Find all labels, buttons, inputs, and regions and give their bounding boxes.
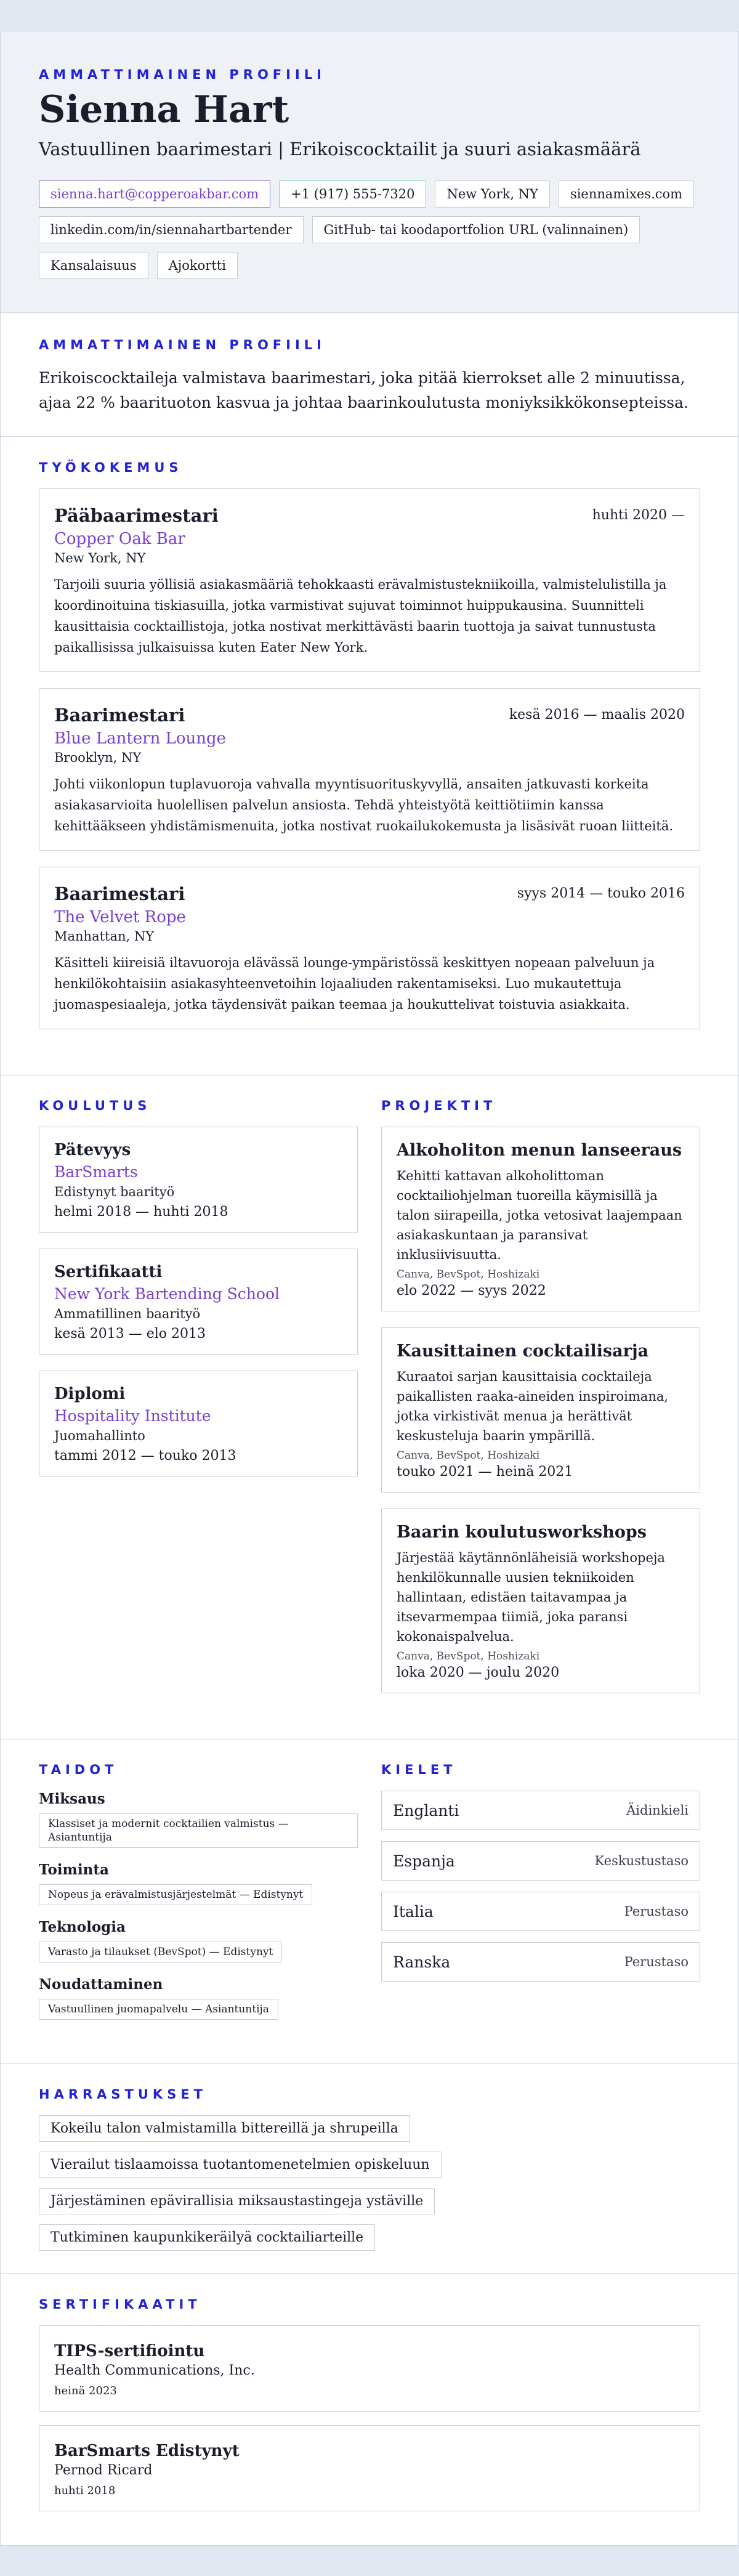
certificate-entry: [39, 2425, 700, 2511]
interest-item: Vierailut tislaamoissa tuotantomenetelmien opiskeluun: [39, 2152, 442, 2178]
languages-column: [381, 1762, 700, 2038]
job-location: New York, NY: [54, 551, 146, 565]
contact-location: New York, NY: [435, 180, 550, 208]
skill-chip: Nopeus ja erävalmistusjärjestelmät — Edistynyt: [39, 1884, 312, 1905]
skill-chip: Vastuullinen juomapalvelu — Asiantuntija: [39, 1999, 278, 2020]
skill-group-name: Toiminta: [39, 1861, 109, 1878]
project-title: Baarin koulutusworkshops: [397, 1523, 647, 1542]
project-entry: [381, 1327, 700, 1493]
job-description: Käsitteli kiireisiä iltavuoroja elävässä lounge-ympäristössä keskittyen nopeaan palveluun ja henkilökohtaisiin asiakasyhteenvetoihin lojaaliuden rakentamiseksi. Luo mukautettuja juomaspesiaaleja, jotka täydensivät paikan teemaa ja houkuttelivat toistuvia asiakkaita.: [54, 955, 655, 1012]
job-company: The Velvet Rope: [54, 908, 186, 926]
project-description: Kehitti kattavan alkoholittoman cocktailiohjelman tuoreilla käymisillä ja talon siirapeilla, jotka vetosivat laajempaan asiakaskuntaan ja paransivat inklusiivisuutta.: [397, 1169, 682, 1262]
skill-chip: Klassiset ja modernit cocktailien valmistus — Asiantuntija: [39, 1813, 358, 1848]
education-degree: Sertifikaatti: [54, 1263, 163, 1281]
education-dates: kesä 2013 — elo 2013: [54, 1326, 206, 1342]
project-tools: Canva, BevSpot, Hoshizaki: [397, 1449, 540, 1462]
job-description: Johti viikonlopun tuplavuoroja vahvalla myyntisuorituskyvyllä, ansaiten jatkuvasti korkeita asiakasarvioita huolellisen palvelun ansiosta. Tehdä yhteistyötä keittiötiimin kanssa kehittääkseen yhdistämismenuita, jotka nostivat ruokailukokemusta ja lisäsivät ruoan liitteitä.: [54, 777, 674, 833]
interests-heading: HARRASTUKSET: [39, 2087, 207, 2102]
education-entry: [39, 1371, 358, 1476]
certificate-title: TIPS-sertifiointu: [54, 2342, 205, 2360]
certificates-section: [1, 2274, 738, 2536]
language-row: [381, 1942, 700, 1982]
certificates-heading: SERTIFIKAATIT: [39, 2297, 201, 2312]
education-degree: Diplomi: [54, 1385, 126, 1403]
skill-group-name: Noudattaminen: [39, 1976, 163, 1993]
contact-chips: [39, 180, 701, 279]
contact-email[interactable]: sienna.hart@copperoakbar.com: [39, 180, 270, 208]
education-field: Juomahallinto: [54, 1428, 145, 1443]
contact-phone[interactable]: +1 (917) 555-7320: [279, 180, 426, 208]
skills-column: [39, 1762, 358, 2038]
project-entry: [381, 1509, 700, 1693]
project-description: Kuraatoi sarjan kausittaisia cocktaileja paikallisten raaka-aineiden inspiroimana, jotka virkistivät menua ja herättivät keskusteluja baarin ympärillä.: [397, 1369, 669, 1443]
job-title: Pääbaarimestari: [54, 505, 219, 526]
language-level: Äidinkieli: [626, 1803, 689, 1818]
certificate-entry: [39, 2325, 700, 2412]
education-dates: helmi 2018 — huhti 2018: [54, 1204, 228, 1220]
person-name: Sienna Hart: [39, 88, 289, 131]
education-heading: KOULUTUS: [39, 1098, 151, 1113]
certificate-issuer: Health Communications, Inc.: [54, 2363, 255, 2378]
project-description: Järjestää käytännönläheisiä workshopeja henkilökunnalle uusien tekniikoiden hallintaan, edistäen taitavampaa ja itsevarmempaa tiimiä, joka paransi kokonaispalvelua.: [397, 1550, 665, 1644]
education-school: BarSmarts: [54, 1163, 138, 1181]
education-school: New York Bartending School: [54, 1285, 280, 1303]
skills-languages-section: [1, 1740, 738, 2064]
education-school: Hospitality Institute: [54, 1407, 211, 1425]
language-name: Ranska: [393, 1953, 451, 1971]
skill-group-name: Miksaus: [39, 1791, 105, 1807]
certificate-date: huhti 2018: [54, 2484, 116, 2497]
job-entry: [39, 688, 700, 851]
project-dates: loka 2020 — joulu 2020: [397, 1665, 560, 1680]
contact-website[interactable]: siennamixes.com: [559, 180, 694, 208]
language-row: [381, 1791, 700, 1830]
education-entry: [39, 1249, 358, 1355]
job-description: Tarjoili suuria yöllisiä asiakasmääriä tehokkaasti erävalmistustekniikoilla, valmistelulistilla ja koordinoituina tiskiasuilla, jotka varmistivat sujuvat toiminnot huippukausina. Suunnitteli kausittaisia cocktaillistoja, jotka nostivat merkittävästi baarin tuottoja ja saivat tunnustusta paikallisissa julkaisuissa kuten Eater New York.: [54, 577, 667, 655]
summary-heading: AMMATTIMAINEN PROFIILI: [39, 338, 326, 352]
header-kicker: AMMATTIMAINEN PROFIILI: [39, 67, 326, 82]
language-row: [381, 1841, 700, 1881]
project-dates: touko 2021 — heinä 2021: [397, 1464, 573, 1480]
job-dates: kesä 2016 — maalis 2020: [509, 707, 685, 723]
education-degree: Pätevyys: [54, 1141, 131, 1159]
project-title: Kausittainen cocktailisarja: [397, 1342, 649, 1361]
job-company: Copper Oak Bar: [54, 530, 185, 548]
project-tools: Canva, BevSpot, Hoshizaki: [397, 1268, 540, 1281]
skill-group: [39, 1919, 358, 1962]
education-entry: [39, 1127, 358, 1233]
job-title: Baarimestari: [54, 883, 185, 904]
language-name: Italia: [393, 1902, 434, 1921]
language-name: Espanja: [393, 1852, 455, 1870]
interests-section: [1, 2064, 738, 2274]
language-level: Perustaso: [624, 1904, 689, 1919]
skills-heading: TAIDOT: [39, 1762, 118, 1777]
interest-item: Kokeilu talon valmistamilla bittereillä ja shrupeilla: [39, 2115, 410, 2142]
summary-section: [1, 313, 738, 437]
language-name: Englanti: [393, 1801, 459, 1820]
skill-group: [39, 1976, 358, 2020]
education-field: Ammatillinen baarityö: [54, 1306, 201, 1321]
skill-chip: Varasto ja tilaukset (BevSpot) — Edistynyt: [39, 1942, 282, 1962]
job-dates: syys 2014 — touko 2016: [517, 886, 685, 901]
interest-item: Tutkiminen kaupunkikeräilyä cocktailiarteille: [39, 2224, 375, 2251]
contact-license: Ajokortti: [157, 252, 238, 279]
summary-text: Erikoiscocktaileja valmistava baarimestari, joka pitää kierrokset alle 2 minuutissa, ajaa 22 % baarituoton kasvua ja johtaa baarinkoulutusta moniyksikkökonsepteissa.: [39, 369, 689, 411]
education-dates: tammi 2012 — touko 2013: [54, 1448, 236, 1464]
projects-heading: PROJEKTIT: [381, 1098, 497, 1113]
resume-page: [0, 31, 739, 2546]
project-dates: elo 2022 — syys 2022: [397, 1283, 546, 1298]
project-tools: Canva, BevSpot, Hoshizaki: [397, 1650, 540, 1663]
language-level: Keskustustaso: [594, 1853, 689, 1868]
language-row: [381, 1892, 700, 1931]
experience-section: [1, 437, 738, 1076]
languages-heading: KIELET: [381, 1762, 457, 1777]
education-column: [39, 1098, 358, 1715]
interest-item: Järjestäminen epävirallisia miksaustastingeja ystäville: [39, 2188, 435, 2214]
profile-header: [1, 31, 738, 313]
education-field: Edistynyt baarityö: [54, 1185, 175, 1199]
certificate-title: BarSmarts Edistynyt: [54, 2442, 240, 2460]
experience-heading: TYÖKOKEMUS: [39, 460, 183, 475]
skill-group: [39, 1861, 358, 1905]
contact-citizenship: Kansalaisuus: [39, 252, 148, 279]
project-entry: [381, 1127, 700, 1311]
project-title: Alkoholiton menun lanseeraus: [397, 1141, 682, 1160]
certificate-issuer: Pernod Ricard: [54, 2463, 153, 2478]
job-company: Blue Lantern Lounge: [54, 729, 227, 748]
job-title: Baarimestari: [54, 705, 185, 726]
contact-linkedin[interactable]: linkedin.com/in/siennahartbartender: [39, 216, 304, 243]
job-dates: huhti 2020 —: [592, 508, 685, 523]
language-level: Perustaso: [624, 1954, 689, 1969]
job-entry: [39, 867, 700, 1029]
skill-group: [39, 1791, 358, 1848]
headline: Vastuullinen baarimestari | Erikoiscocktailit ja suuri asiakasmäärä: [39, 139, 641, 160]
job-location: Brooklyn, NY: [54, 750, 142, 765]
skill-group-name: Teknologia: [39, 1919, 126, 1935]
job-entry: [39, 488, 700, 672]
projects-column: [381, 1098, 700, 1715]
job-location: Manhattan, NY: [54, 929, 155, 944]
education-projects-section: [1, 1076, 738, 1740]
contact-github[interactable]: GitHub- tai koodaportfolion URL (valinnainen): [312, 216, 640, 243]
certificate-date: heinä 2023: [54, 2384, 117, 2397]
